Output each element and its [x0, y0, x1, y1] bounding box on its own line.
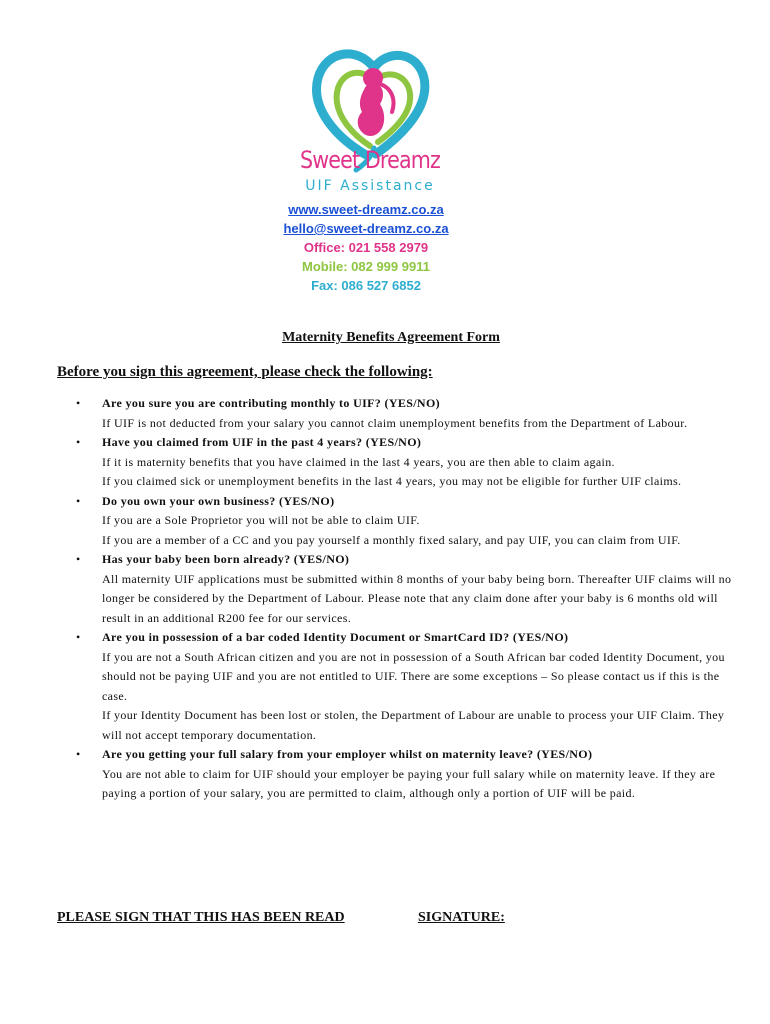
- checklist-question: Are you sure you are contributing monthly to UIF? (YES/NO): [102, 396, 440, 410]
- brand-name: Sweet Dreamz: [300, 146, 440, 174]
- bullet-icon: •: [76, 630, 81, 644]
- checklist-item: [57, 433, 737, 492]
- bullet-icon: •: [76, 396, 81, 410]
- signature-field-label[interactable]: SIGNATURE:: [418, 910, 505, 925]
- form-title: Maternity Benefits Agreement Form: [282, 330, 500, 345]
- checklist-question: Are you getting your full salary from your employer whilst on maternity leave? (YES/NO): [102, 747, 593, 761]
- checklist-question: Has your baby been born already? (YES/NO): [102, 552, 350, 566]
- checklist-item: [57, 745, 737, 804]
- checklist-answer: If you are not a South African citizen and you are not in possession of a South African bar coded Identity Document, you should not be paying UIF and you are not entitled to UIF. There are some exceptions – So please contact us if this is the case.: [102, 649, 725, 703]
- checklist-item: [57, 550, 737, 628]
- checklist-item: [57, 628, 737, 745]
- checklist-answer: If you are a Sole Proprietor you will not be able to claim UIF.: [102, 513, 420, 527]
- checklist-question: Are you in possession of a bar coded Identity Document or SmartCard ID? (YES/NO): [102, 630, 569, 644]
- fax-number: Fax: 086 527 6852: [311, 278, 421, 293]
- intro-heading: Before you sign this agreement, please check the following:: [57, 364, 433, 380]
- checklist: [57, 394, 737, 804]
- bullet-icon: •: [76, 493, 81, 508]
- checklist-question: Have you claimed from UIF in the past 4 years? (YES/NO): [102, 435, 422, 449]
- checklist-answer: If you claimed sick or unemployment benefits in the last 4 years, you may not be eligible for further UIF claims.: [102, 474, 682, 488]
- checklist-answer: All maternity UIF applications must be submitted within 8 months of your baby being born. Thereafter UIF claims will no longer be considered by the Department of Labour. Please note that any claim done after your baby is 6 months old will result in an additional R200 fee for our services.: [102, 571, 732, 625]
- sign-prompt: PLEASE SIGN THAT THIS HAS BEEN READ: [57, 910, 345, 925]
- checklist-answer: If your Identity Document has been lost or stolen, the Department of Labour are unable to process your UIF Claim. They will not accept temporary documentation.: [102, 708, 725, 742]
- checklist-answer: If you are a member of a CC and you pay yourself a monthly fixed salary, and pay UIF, you can claim from UIF.: [102, 532, 681, 547]
- checklist-item: [57, 394, 737, 433]
- email-link[interactable]: hello@sweet-dreamz.co.za: [283, 221, 449, 236]
- contact-block: [216, 200, 516, 295]
- office-phone: Office: 021 558 2979: [303, 240, 429, 255]
- mobile-phone: Mobile: 082 999 9911: [302, 259, 430, 274]
- checklist-answer: If it is maternity benefits that you have claimed in the last 4 years, you are then able to claim again.: [102, 454, 615, 469]
- checklist-question: Do you own your own business? (YES/NO): [102, 493, 335, 508]
- bullet-icon: •: [76, 552, 81, 566]
- bullet-icon: •: [76, 747, 81, 761]
- brand-subtitle: UIF Assistance: [305, 178, 435, 194]
- bullet-icon: •: [76, 435, 81, 449]
- checklist-item: [57, 492, 737, 551]
- checklist-answer: If UIF is not deducted from your salary you cannot claim unemployment benefits from the Department of Labour.: [102, 415, 688, 430]
- sweet-dreamz-logo: [296, 38, 446, 200]
- checklist-answer: You are not able to claim for UIF should your employer be paying your full salary while on maternity leave. If they are paying a portion of your salary, you are permitted to claim, although only a portion of UIF will be paid.: [102, 766, 716, 800]
- website-link[interactable]: www.sweet-dreamz.co.za: [288, 202, 444, 217]
